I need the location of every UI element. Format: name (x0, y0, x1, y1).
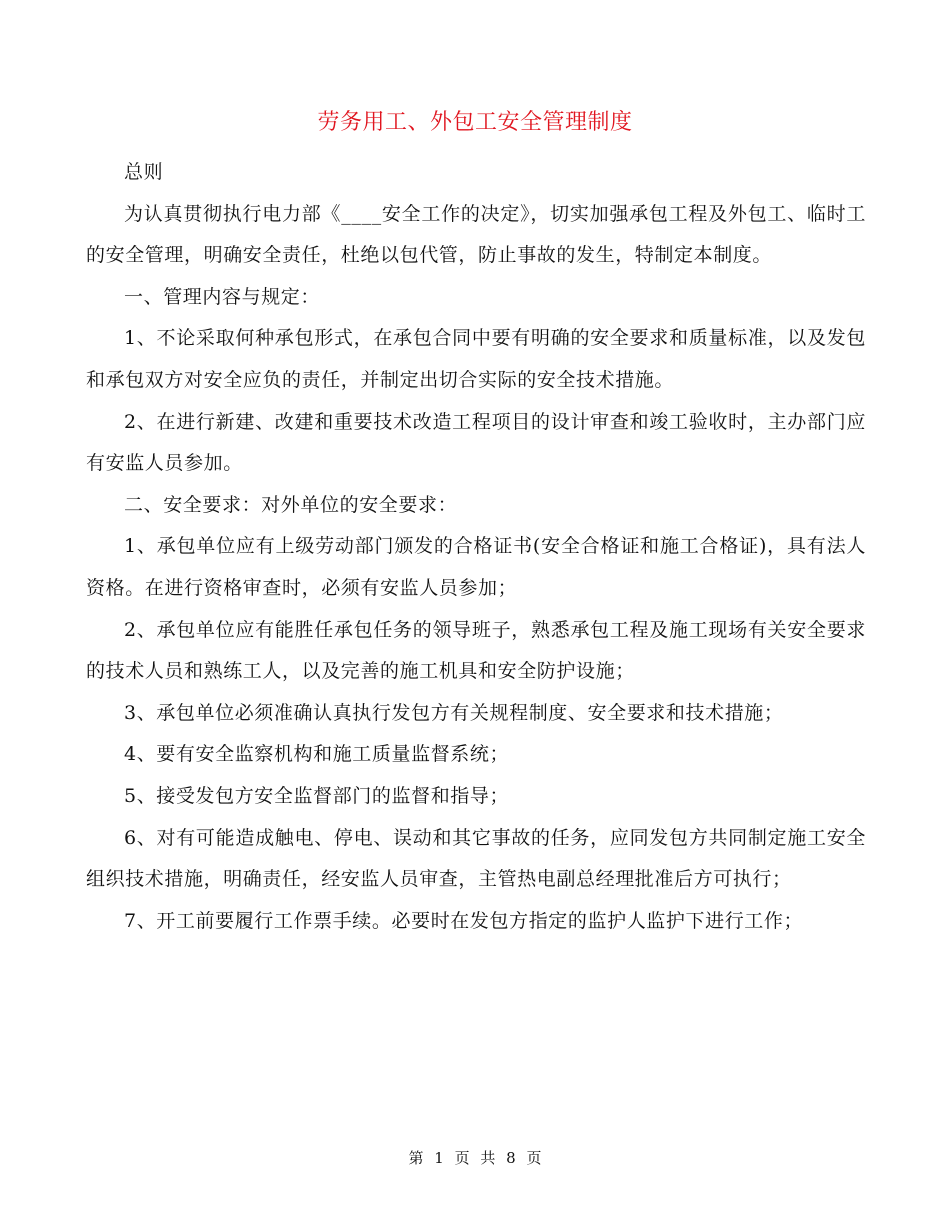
paragraph-item-1: 1、不论采取何种承包形式，在承包合同中要有明确的安全要求和质量标准，以及发包和承包双方对安全应负的责任，并制定出切合实际的安全技术措施。 (86, 327, 866, 391)
paragraph-requirement-2: 2、承包单位应有能胜任承包任务的领导班子，熟悉承包工程及施工现场有关安全要求的技术人员和熟练工人，以及完善的施工机具和安全防护设施； (86, 618, 866, 683)
paragraph-item-2: 2、在进行新建、改建和重要技术改造工程项目的设计审查和竣工验收时，主办部门应有安监人员参加。 (86, 410, 866, 475)
document-title: 劳务用工、外包工安全管理制度 (317, 110, 633, 135)
section-heading-management: 一、管理内容与规定： (124, 285, 321, 308)
paragraph-requirement-3: 3、承包单位必须准确认真执行发包方有关规程制度、安全要求和技术措施； (124, 701, 784, 724)
paragraph-requirement-5: 5、接受发包方安全监督部门的监督和指导； (124, 784, 510, 807)
section-heading-general: 总则 (124, 161, 164, 183)
page-number: 第 1 页 共 8 页 (408, 1149, 542, 1167)
paragraph-requirement-1: 1、承包单位应有上级劳动部门颁发的合格证书(安全合格证和施工合格证)，具有法人资格。在进行资格审查时，必须有安监人员参加； (86, 535, 866, 599)
paragraph-requirement-6: 6、对有可能造成触电、停电、误动和其它事故的任务，应同发包方共同制定施工安全组织技术措施，明确责任，经安监人员审查，主管热电副总经理批准后方可执行； (86, 826, 866, 891)
paragraph-requirement-7: 7、开工前要履行工作票手续。必要时在发包方指定的监护人监护下进行工作； (124, 909, 804, 932)
document-body (86, 152, 866, 942)
paragraph-purpose: 为认真贯彻执行电力部《____安全工作的决定》，切实加强承包工程及外包工、临时工的安全管理，明确安全责任，杜绝以包代管，防止事故的发生，特制定本制度。 (86, 202, 866, 267)
paragraph-requirement-4: 4、要有安全监察机构和施工质量监督系统； (124, 743, 510, 766)
section-heading-safety-requirements: 二、安全要求：对外单位的安全要求： (124, 493, 458, 516)
